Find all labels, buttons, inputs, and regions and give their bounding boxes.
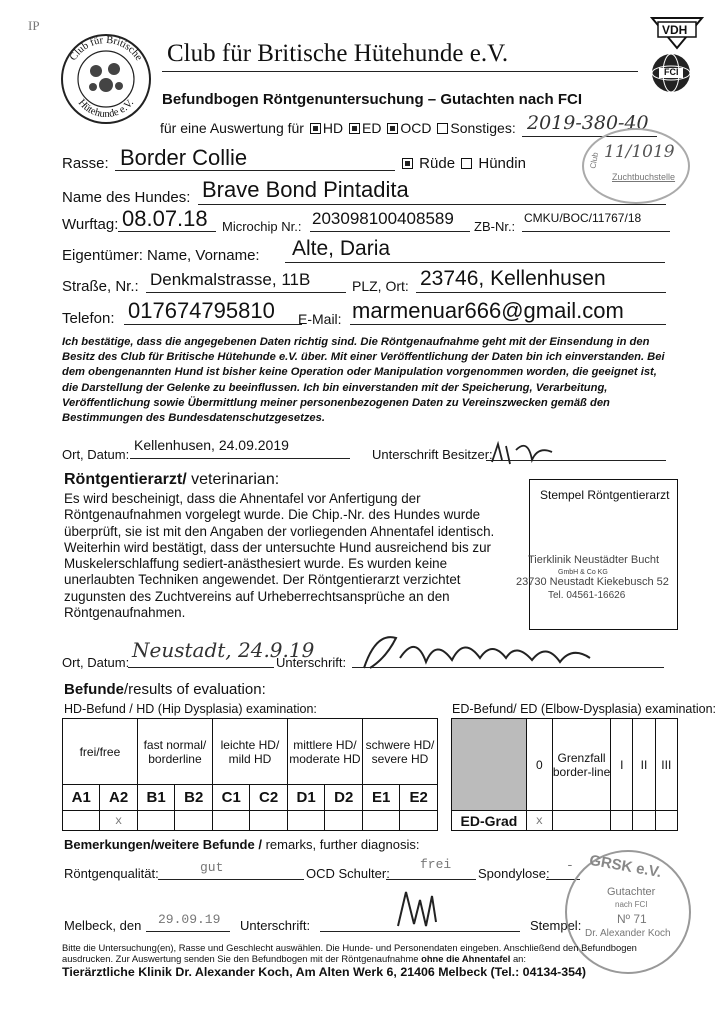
footer-note-2: ausdrucken. Zur Auswertung senden Sie den Befundbogen mit der Röntgenaufnahme ohne die Ahnentafel an: — [62, 953, 526, 964]
plz-field[interactable]: 23746, Kellenhusen — [420, 267, 606, 290]
ocd-checkbox[interactable] — [387, 123, 398, 134]
vet-place-label: Ort, Datum: — [62, 655, 130, 670]
spondy-field[interactable]: - — [566, 858, 574, 873]
results-heading: Befunde/results of evaluation: — [64, 681, 266, 698]
svg-text:Club für Britische: Club für Britische — [67, 34, 145, 63]
sex-selection: Rüde Hündin — [400, 155, 526, 172]
quality-field[interactable]: gut — [200, 860, 224, 875]
hd-grade-c2: C2 — [250, 785, 287, 811]
hd-mark-e1[interactable] — [363, 811, 400, 831]
vet-sig-label: Unterschrift: — [276, 655, 347, 670]
email-field[interactable]: marmenuar666@gmail.com — [352, 298, 624, 323]
hd-group-moderate: mittlere HD/ moderate HD — [287, 719, 362, 785]
breed-field[interactable]: Border Collie — [120, 145, 248, 170]
hd-mark-d2[interactable] — [325, 811, 363, 831]
melbeck-label: Melbeck, den — [64, 918, 142, 933]
footer-note-1: Bitte die Untersuchung(en), Rasse und Geschlecht auswählen. Die Hunde- und Personendaten eingeben. Anschließend den Befundbogen — [62, 942, 637, 953]
owner-signature — [488, 436, 558, 466]
hd-mark-b1[interactable] — [137, 811, 175, 831]
ed-table — [451, 718, 678, 831]
hd-group-severe: schwere HD/ severe HD — [363, 719, 438, 785]
quality-label: Röntgenqualität: — [64, 866, 159, 881]
ed-mark-0[interactable]: x — [526, 811, 552, 831]
svg-text:Hütehunde e.V.: Hütehunde e.V. — [75, 97, 137, 121]
vet-stamp-box: Stempel Röntgentierarzt Tierklinik Neustädter Bucht GmbH & Co KG 23730 Neustadt Kiekebusch 52 Tel. 04561-16626 — [529, 479, 678, 630]
chip-label: Microchip Nr.: — [222, 219, 302, 234]
vet-body: Es wird bescheinigt, dass die Ahnentafel vor Anfertigung der Röntgenaufnahmen vorgelegt wurde. Die Chip.-Nr. des Hundes wurde überprüft, sie ist mit den Angaben der vorliegenden Ahnentafel identisch. Weiterhin wird bestätigt, dass der untersuchte Hund ausreichend bis zur Muskelerschlaffung sediert-anästhesiert wurde. Es wurden keine unerlaubten Techniken angewendet. Der Röntgentierarzt verzichtet zugunsten des Zuchtvereins auf Urheberrechtsansprüche an den Röntgenaufnahmen. — [64, 491, 495, 621]
female-checkbox[interactable] — [461, 158, 472, 169]
phone-field[interactable]: 017674795810 — [128, 298, 275, 323]
litter-label: Wurftag: — [62, 216, 119, 233]
owner-label: Eigentümer: Name, Vorname: — [62, 247, 260, 264]
dogname-field[interactable]: Brave Bond Pintadita — [202, 177, 409, 202]
form-title: Befundbogen Röntgenuntersuchung – Gutachten nach FCI — [162, 91, 582, 108]
hd-group-mild: leichte HD/ mild HD — [213, 719, 288, 785]
street-field[interactable]: Denkmalstrasse, 11B — [150, 270, 311, 289]
phone-label: Telefon: — [62, 310, 115, 327]
hd-mark-row — [63, 811, 438, 831]
male-checkbox[interactable] — [402, 158, 413, 169]
hd-grade-e1: E1 — [363, 785, 400, 811]
hd-grade-e2: E2 — [400, 785, 438, 811]
club-title: Club für Britische Hütehunde e.V. — [167, 40, 509, 67]
ed-header-0: 0 — [526, 719, 552, 811]
grsk-stamp: GRSK e.V. Gutachter nach FCI Nº 71 Dr. Alexander Koch — [565, 850, 691, 974]
breed-label: Rasse: — [62, 155, 109, 172]
fci-globe-icon: FCI — [650, 52, 692, 94]
hd-mark-a1[interactable] — [63, 811, 100, 831]
hd-mark-c1[interactable] — [213, 811, 250, 831]
owner-field[interactable]: Alte, Daria — [292, 237, 391, 260]
corner-mark: IP — [28, 18, 40, 33]
consent-text: Ich bestätige, dass die angegebenen Daten richtig sind. Die Röntgenaufnahme geht mit der Einsendung in den Besitz des Club für Britische Hütehunde e.V. über. Mit einer Veröffentlichung der Daten bin ich einverstanden. Bei dem obengenannten Hund ist bisher keine Operation oder Manipulation vorgenommen worden, die geeignet ist, die Darstellung der Gelenke zu beeinflussen. Ich bin einverstanden mit der Speicherung, Verarbeitung, Veröffentlichung sowie Übermittlung meiner personenbezogenen Daten zu Vereinszwecken gemäß den Bestimmungen des Bundesdatenschutzgesetzes. — [62, 336, 665, 425]
ed-header-spacer — [452, 719, 527, 811]
owner-place-field[interactable]: Kellenhusen, 24.09.2019 — [134, 437, 289, 453]
other-checkbox[interactable] — [437, 123, 448, 134]
plz-label: PLZ, Ort: — [352, 278, 409, 294]
ed-mark-ii[interactable] — [633, 811, 655, 831]
litter-field[interactable]: 08.07.18 — [122, 206, 208, 231]
evaluation-row: für eine Auswertung für HD ED OCD Sonstiges: — [160, 120, 516, 136]
hd-grade-d2: D2 — [325, 785, 363, 811]
hd-mark-e2[interactable] — [400, 811, 438, 831]
hd-grade-a1: A1 — [63, 785, 100, 811]
hd-grade-b1: B1 — [137, 785, 175, 811]
ed-mark-borderline[interactable] — [552, 811, 610, 831]
reference-number: 2019-380-40 — [527, 112, 649, 134]
ocd-field[interactable]: frei — [420, 857, 452, 872]
ed-mark-i[interactable] — [611, 811, 633, 831]
hd-table — [62, 718, 438, 831]
ed-checkbox[interactable] — [349, 123, 360, 134]
ed-caption: ED-Befund/ ED (Elbow-Dysplasia) examination: — [452, 702, 716, 716]
ed-header-ii: II — [633, 719, 655, 811]
ed-grade-label: ED-Grad — [452, 811, 527, 831]
hd-group-free: frei/free — [63, 719, 138, 785]
ed-header-borderline: Grenzfall border-line — [552, 719, 610, 811]
hd-mark-d1[interactable] — [287, 811, 325, 831]
hd-caption: HD-Befund / HD (Hip Dysplasia) examination: — [64, 702, 317, 716]
owner-place-label: Ort, Datum: — [62, 447, 130, 462]
chip-field[interactable]: 203098100408589 — [312, 209, 454, 228]
ocd-label: OCD Schulter: — [306, 866, 390, 881]
street-label: Straße, Nr.: — [62, 278, 139, 295]
hd-mark-b2[interactable] — [175, 811, 213, 831]
zb-field[interactable]: CMKU/BOC/11767/18 — [524, 211, 642, 225]
hd-checkbox[interactable] — [310, 123, 321, 134]
melbeck-date[interactable]: 29.09.19 — [158, 912, 221, 927]
vet-heading: Röntgentierarzt/ veterinarian: — [64, 471, 280, 488]
hd-group-borderline: fast normal/ borderline — [137, 719, 212, 785]
hd-grade-b2: B2 — [175, 785, 213, 811]
expert-signature — [392, 886, 442, 932]
hd-grade-a2: A2 — [100, 785, 137, 811]
owner-sig-label: Unterschrift Besitzer: — [372, 447, 493, 462]
ed-mark-iii[interactable] — [655, 811, 677, 831]
ed-header-iii: III — [655, 719, 677, 811]
remarks-heading: Bemerkungen/weitere Befunde / remarks, further diagnosis: — [64, 837, 420, 852]
hd-mark-c2[interactable] — [250, 811, 287, 831]
zuchtbuch-stamp: 11/1019 Zuchtbuchstelle Club — [582, 128, 690, 204]
hd-grade-d1: D1 — [287, 785, 325, 811]
vdh-badge: VDH — [650, 14, 704, 50]
stamp-label: Stempel: — [530, 918, 582, 933]
email-label: E-Mail: — [298, 311, 342, 327]
hd-grade-row — [63, 785, 438, 811]
dogname-label: Name des Hundes: — [62, 189, 191, 206]
vet-signature — [356, 628, 606, 676]
footer-address: Tierärztliche Klinik Dr. Alexander Koch, Am Alten Werk 6, 21406 Melbeck (Tel.: 04134-354) — [62, 965, 587, 979]
ed-header-i: I — [611, 719, 633, 811]
hd-mark-a2[interactable]: x — [100, 811, 137, 831]
club-logo — [60, 33, 152, 125]
melbeck-sig-label: Unterschrift: — [240, 918, 311, 933]
vet-place-field[interactable]: Neustadt, 24.9.19 — [132, 638, 315, 662]
zb-label: ZB-Nr.: — [474, 219, 516, 234]
spondy-label: Spondylose: — [478, 866, 550, 881]
hd-grade-c1: C1 — [213, 785, 250, 811]
